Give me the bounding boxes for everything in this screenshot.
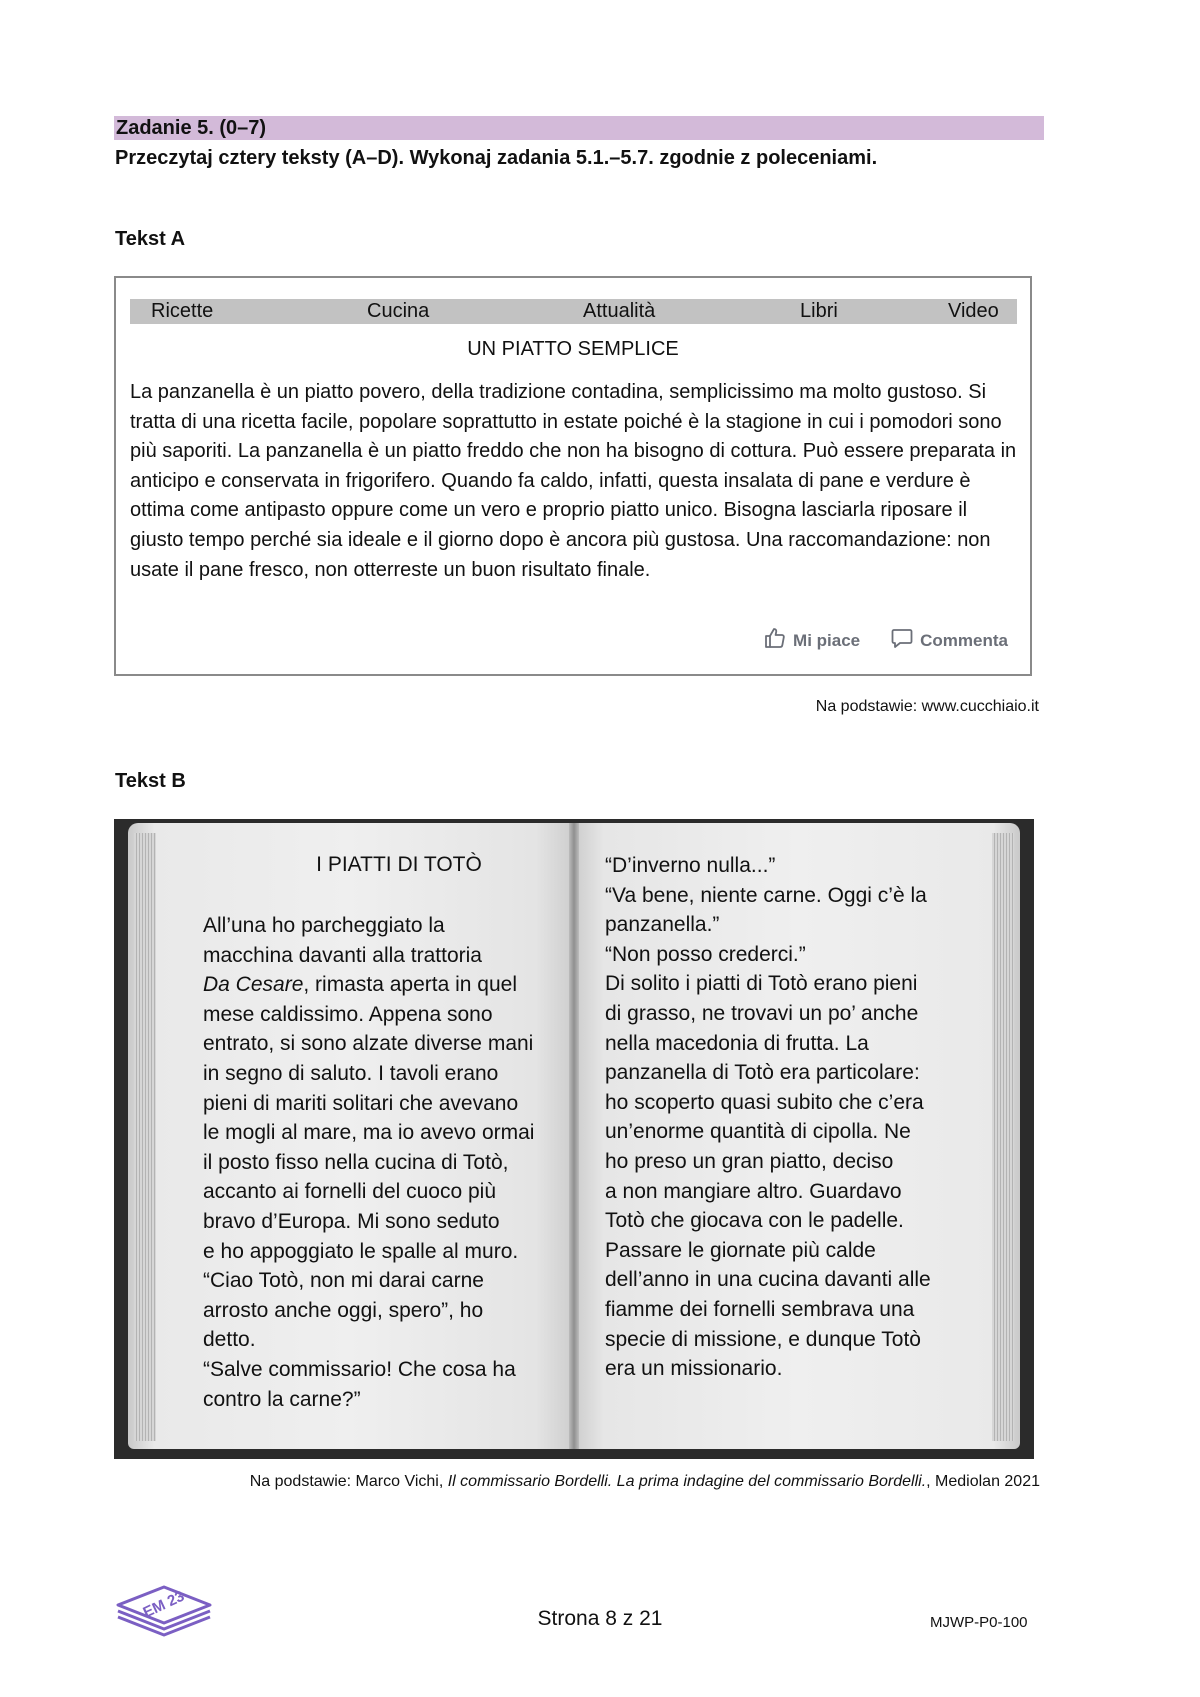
exam-code: MJWP-P0-100 [930, 1614, 1028, 1631]
trattoria-name: Da Cesare [203, 973, 304, 997]
logo-text: EM 23 [140, 1587, 188, 1622]
source-prefix: Na podstawie: Marco Vichi, [249, 1473, 448, 1490]
text-b-label: Tekst B [115, 770, 186, 792]
book-gutter [569, 823, 579, 1449]
post-actions [763, 626, 1008, 655]
thumbs-up-icon [763, 626, 787, 655]
site-navbar [130, 299, 1017, 324]
comment-label: Commenta [920, 630, 1008, 650]
book-illustration [114, 819, 1034, 1459]
source-suffix: , Mediolan 2021 [926, 1473, 1040, 1490]
book-left-text-start: All’una ho parcheggiato la macchina davanti alla trattoria [203, 914, 482, 967]
nav-item-cucina[interactable]: Cucina [367, 300, 430, 322]
task-header: Zadanie 5. (0–7) [114, 116, 1044, 140]
page-number: Strona 8 z 21 [537, 1607, 663, 1630]
article-title: UN PIATTO SEMPLICE [467, 338, 679, 360]
text-b-source [250, 1473, 1040, 1491]
source-book-title: Il commissario Bordelli. La prima indagine del commissario Bordelli. [447, 1473, 927, 1490]
text-a-box [114, 276, 1032, 676]
nav-item-video[interactable]: Video [948, 300, 999, 322]
book-right-text: “D’inverno nulla...” “Va bene, niente carne. Oggi c’è la panzanella.” “Non posso crederci.” Di solito i piatti di Totò erano pieni di grasso, ne trovavi un po’ anche nella macedonia di frutta. La panzanella di Totò era particolare: ho scoperto quasi subito che c’era un’enorme quantità di cipolla. Ne ho preso un gran piatto, deciso a non mangiare altro. Guardavo Totò che giocava con le padelle. Passare le giornate più calde dell’anno in una cucina davanti alle fiamme dei fornelli sembrava una specie di missione, e dunque Totò era un missionario. [605, 854, 931, 1381]
nav-item-ricette[interactable]: Ricette [151, 300, 214, 322]
right-page-edges [992, 833, 1014, 1441]
left-page-edges [134, 833, 156, 1441]
nav-item-libri[interactable]: Libri [800, 300, 838, 322]
book-left-text [203, 911, 563, 1414]
text-a-source: Na podstawie: www.cucchiaio.it [815, 698, 1039, 715]
comment-button[interactable] [890, 626, 1008, 655]
speech-bubble-icon [890, 626, 914, 655]
task-instruction: Przeczytaj cztery teksty (A–D). Wykonaj zadania 5.1.–5.7. zgodnie z poleceniami. [115, 147, 878, 169]
nav-item-attualita[interactable]: Attualità [583, 300, 656, 322]
text-a-label: Tekst A [115, 228, 186, 250]
book-title: I PIATTI DI TOTÒ [316, 853, 482, 876]
like-label: Mi piace [793, 630, 861, 650]
like-button[interactable] [763, 626, 860, 655]
book-left-text-rest: , rimasta aperta in quel mese caldissimo. Appena sono entrato, si sono alzate diverse mani in segno di saluto. I tavoli erano pieni di mariti solitari che avevano le mogli al mare, ma io avevo ormai il posto fisso nella cucina di Totò, accanto ai fornelli del cuoco più bravo d’Europa. Mi sono seduto e ho appoggiato le spalle al muro. “Ciao Totò, non mi darai carne arrosto anche oggi, spero”, ho detto. “Salve commissario! Che cosa ha contro la carne?” [203, 973, 535, 1411]
article-body: La panzanella è un piatto povero, della tradizione contadina, semplicissimo ma molto gustoso. Si tratta di una ricetta facile, popolare soprattutto in estate poiché è la stagione in cui i pomodori sono più saporiti. La panzanella è un piatto freddo che non ha bisogno di cottura. Può essere preparata in anticipo e conservata in frigorifero. Quando fa caldo, infatti, questa insalata di pane e verdure è ottima come antipasto oppure come un vero e proprio piatto unico. Bisogna lasciarla riposare il giusto tempo perché sia ideale e il giorno dopo è ancora più gustosa. Una raccomandazione: non usate il pane fresco, non otterreste un buon risultato finale. [130, 381, 1017, 581]
